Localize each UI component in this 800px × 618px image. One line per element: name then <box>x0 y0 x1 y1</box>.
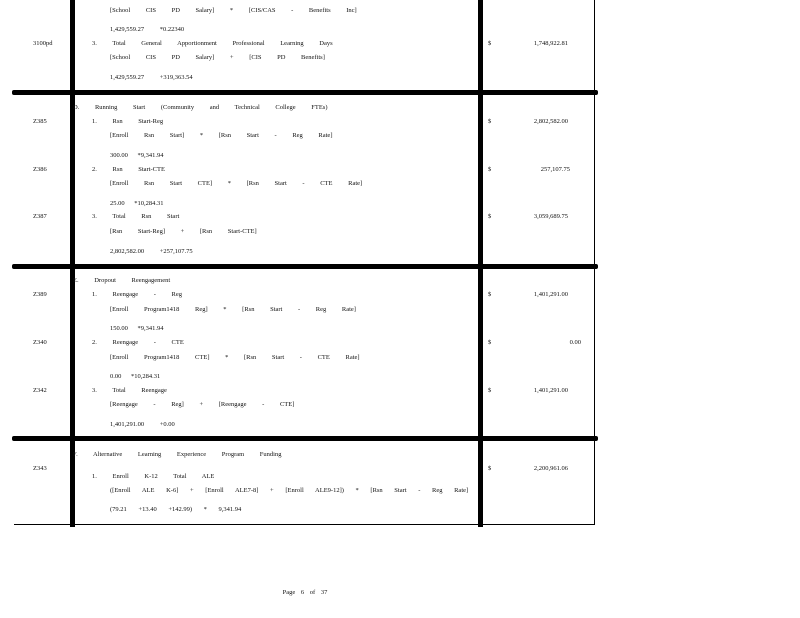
dollar-sign: $ <box>488 465 492 472</box>
formula-values: 25.00 *10,284.31 <box>110 200 164 207</box>
item-code: Z343 <box>33 465 47 472</box>
item-amount: 1,401,291.00 <box>533 291 568 298</box>
formula-values: 300.00 *9,341.94 <box>110 152 164 159</box>
formula-text: [Rsn Start-Reg] + [Rsn Start-CTE] <box>110 228 257 235</box>
formula-text: [Enroll Rsn Start] * [Rsn Start - Reg Rate] <box>110 132 333 139</box>
page-number: Page 6 of 37 <box>282 589 328 596</box>
item-label: 1. Rsn Start-Reg <box>92 118 164 125</box>
dollar-sign: $ <box>488 387 492 394</box>
section-divider <box>12 90 598 95</box>
item-label: 2. Rsn Start-CTE <box>92 166 165 173</box>
section-divider <box>12 264 598 269</box>
formula-text: [Enroll Rsn Start CTE] * [Rsn Start - CTE Rate] <box>110 180 363 187</box>
item-label: 2. Reengage - CTE <box>92 339 184 346</box>
item-amount: 257,107.75 <box>540 166 570 173</box>
formula-values: 1,429,559.27 *0.22340 <box>110 26 185 33</box>
item-amount: 1,401,291.00 <box>533 387 568 394</box>
formula-values: 2,802,582.00 +257,107.75 <box>110 248 193 255</box>
dollar-sign: $ <box>488 291 492 298</box>
item-amount: 2,200,961.06 <box>533 465 568 472</box>
formula-values: 150.00 *9,341.94 <box>110 325 164 332</box>
item-amount: 3,059,689.75 <box>533 213 568 220</box>
item-amount: 1,748,922.81 <box>533 40 568 47</box>
formula-values: 1,429,559.27 +319,363.54 <box>110 74 193 81</box>
item-code: Z387 <box>33 213 47 220</box>
dollar-sign: $ <box>488 213 492 220</box>
formula-text: [School CIS PD Salary] * [CIS/CAS - Benefits Inc] <box>110 7 357 14</box>
item-code: Z342 <box>33 387 47 394</box>
formula-text: [School CIS PD Salary] + [CIS PD Benefits] <box>110 54 325 61</box>
item-label: 1. Reengage - Reg <box>92 291 183 298</box>
item-label: 1. Enroll K-12 Total ALE <box>92 473 215 480</box>
item-amount: 2,802,582.00 <box>533 118 568 125</box>
formula-text: [Enroll Program1418 CTE] * [Rsn Start - CTE Rate] <box>110 354 360 361</box>
item-label: 3. Total General Apportionment Professional Learning Days <box>92 40 333 47</box>
section-heading: D. Running Start (Community and Technical College FTEs) <box>73 104 328 111</box>
formula-values: 0.00 *10,284.31 <box>110 373 161 380</box>
item-label: 3. Total Reengage <box>92 387 167 394</box>
item-code: Z340 <box>33 339 47 346</box>
section-divider <box>12 436 598 441</box>
section-heading: E. Dropout Reengagement <box>73 277 171 284</box>
dollar-sign: $ <box>488 40 492 47</box>
dollar-sign: $ <box>488 118 492 125</box>
table-bottom-border <box>14 524 595 525</box>
item-code: Z386 <box>33 166 47 173</box>
formula-values: 1,401,291.00 +0.00 <box>110 421 175 428</box>
item-code: 3100pd <box>33 40 53 47</box>
formula-text: [Enroll Program1418 Reg] * [Rsn Start - Reg Rate] <box>110 306 356 313</box>
item-code: Z389 <box>33 291 47 298</box>
dollar-sign: $ <box>488 166 492 173</box>
formula-values: (79.21 +13.40 +142.99) * 9,341.94 <box>110 506 242 513</box>
item-code: Z385 <box>33 118 47 125</box>
table-right-border <box>594 0 595 525</box>
item-amount: 0.00 <box>569 339 581 346</box>
formula-text: ([Enroll ALE K-6] + [Enroll ALE7-8] + [Enroll ALE9-12]) * [Rsn Start - Reg Rate] <box>110 487 469 494</box>
formula-text: [Reengage - Reg] + [Reengage - CTE] <box>110 401 295 408</box>
dollar-sign: $ <box>488 339 492 346</box>
section-heading: F. Alternative Learning Experience Program Funding <box>73 451 282 458</box>
item-label: 3. Total Rsn Start <box>92 213 180 220</box>
